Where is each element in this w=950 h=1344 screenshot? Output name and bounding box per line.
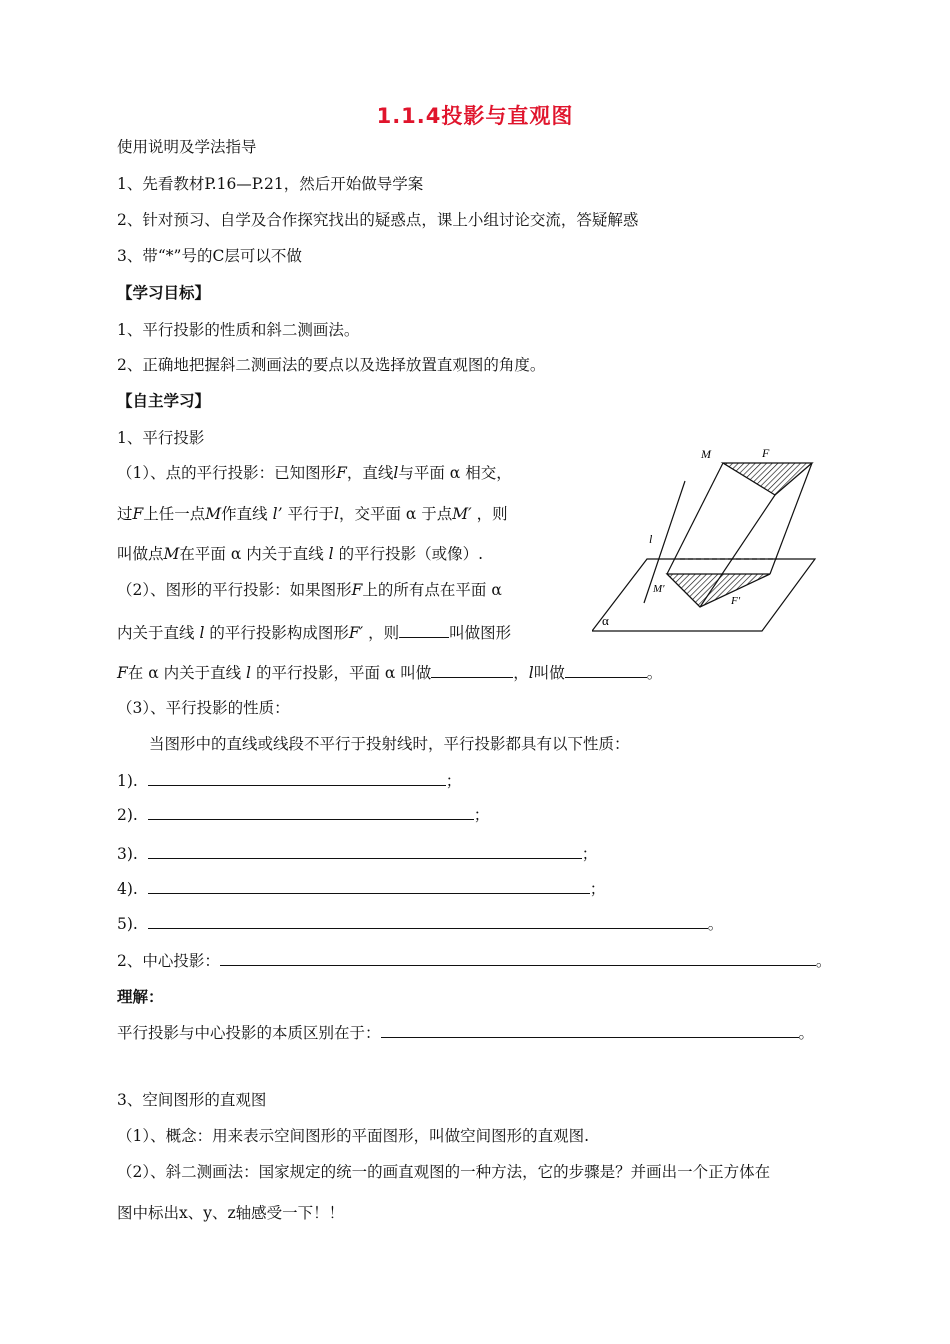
- blank-field[interactable]: [431, 662, 513, 678]
- concept-line: （1）、概念：用来表示空间图形的平面图形，叫做空间图形的直观图.: [117, 1127, 590, 1145]
- blank-field[interactable]: [220, 950, 816, 966]
- property-item: 3). ；: [117, 845, 598, 863]
- goals-heading: 【学习目标】: [117, 284, 211, 302]
- figure-F-triangle: [723, 463, 812, 495]
- property-item: 4). ；: [117, 880, 606, 898]
- instruction-item: 2、针对预习、自学及合作探究找出的疑惑点，课上小组讨论交流，答疑解惑: [117, 211, 639, 229]
- point-projection-line-2: 过F上任一点M作直线 l’ 平行于l，交平面 α 于点M′ ，则: [117, 505, 508, 523]
- blank-field[interactable]: [381, 1022, 799, 1038]
- point-projection-line-3: 叫做点M在平面 α 内关于直线 l 的平行投影（或像）.: [117, 545, 483, 563]
- blank-field[interactable]: [399, 622, 449, 638]
- blank-field[interactable]: [148, 770, 446, 786]
- figure-projection-line-3: F在 α 内关于直线 l 的平行投影，平面 α 叫做 ，l叫做 。: [117, 664, 663, 682]
- page-title: 1.1.4投影与直观图: [376, 104, 574, 128]
- label-alpha: α: [602, 613, 609, 628]
- blank-field[interactable]: [148, 804, 474, 820]
- instructions-heading: 使用说明及学法指导: [117, 138, 257, 156]
- oblique-method-line-2: 图中标出x、y、z轴感受一下！！: [117, 1204, 345, 1222]
- property-item: 5). 。: [117, 915, 724, 933]
- properties-heading: （3）、平行投影的性质：: [117, 699, 290, 717]
- properties-intro: 当图形中的直线或线段不平行于投射线时，平行投影都具有以下性质：: [149, 735, 630, 753]
- understanding-heading: 理解：: [117, 988, 164, 1006]
- figure-projection-line-2: 内关于直线 l 的平行投影构成图形F′ ，则 叫做图形: [117, 624, 512, 642]
- label-l: l: [649, 532, 653, 546]
- blank-field[interactable]: [148, 913, 708, 929]
- property-item: 1). ；: [117, 772, 462, 790]
- label-F: F: [762, 446, 770, 460]
- figure-projection-line-1: （2）、图形的平行投影：如果图形F上的所有点在平面 α: [117, 581, 502, 599]
- label-M-prime: M′: [653, 583, 665, 595]
- blank-field[interactable]: [148, 878, 590, 894]
- goal-item: 2、正确地把握斜二测画法的要点以及选择放置直观图的角度。: [117, 356, 546, 374]
- point-projection-line-1: （1）、点的平行投影：已知图形F，直线l与平面 α 相交，: [117, 464, 512, 482]
- parallel-projection-figure: [592, 445, 822, 640]
- instruction-item: 1、先看教材P.16—P.21，然后开始做导学案: [117, 175, 424, 193]
- oblique-method-line-1: （2）、斜二测画法：国家规定的统一的画直观图的一种方法，它的步骤是？并画出一个正方体在: [117, 1163, 771, 1181]
- label-F-prime: F′: [731, 595, 741, 607]
- instruction-item: 3、带“*”号的C层可以不做: [117, 247, 302, 265]
- central-projection-line: 2、中心投影： 。: [117, 952, 832, 970]
- self-study-heading: 【自主学习】: [117, 392, 211, 410]
- goal-item: 1、平行投影的性质和斜二测画法。: [117, 321, 360, 339]
- section-intuitive-diagram: 3、空间图形的直观图: [117, 1091, 267, 1109]
- property-item: 2). ；: [117, 806, 490, 824]
- blank-field[interactable]: [565, 662, 647, 678]
- label-M: M: [701, 447, 711, 461]
- blank-field[interactable]: [148, 843, 582, 859]
- section-parallel-projection: 1、平行投影: [117, 429, 205, 447]
- difference-line: 平行投影与中心投影的本质区别在于： 。: [117, 1024, 815, 1042]
